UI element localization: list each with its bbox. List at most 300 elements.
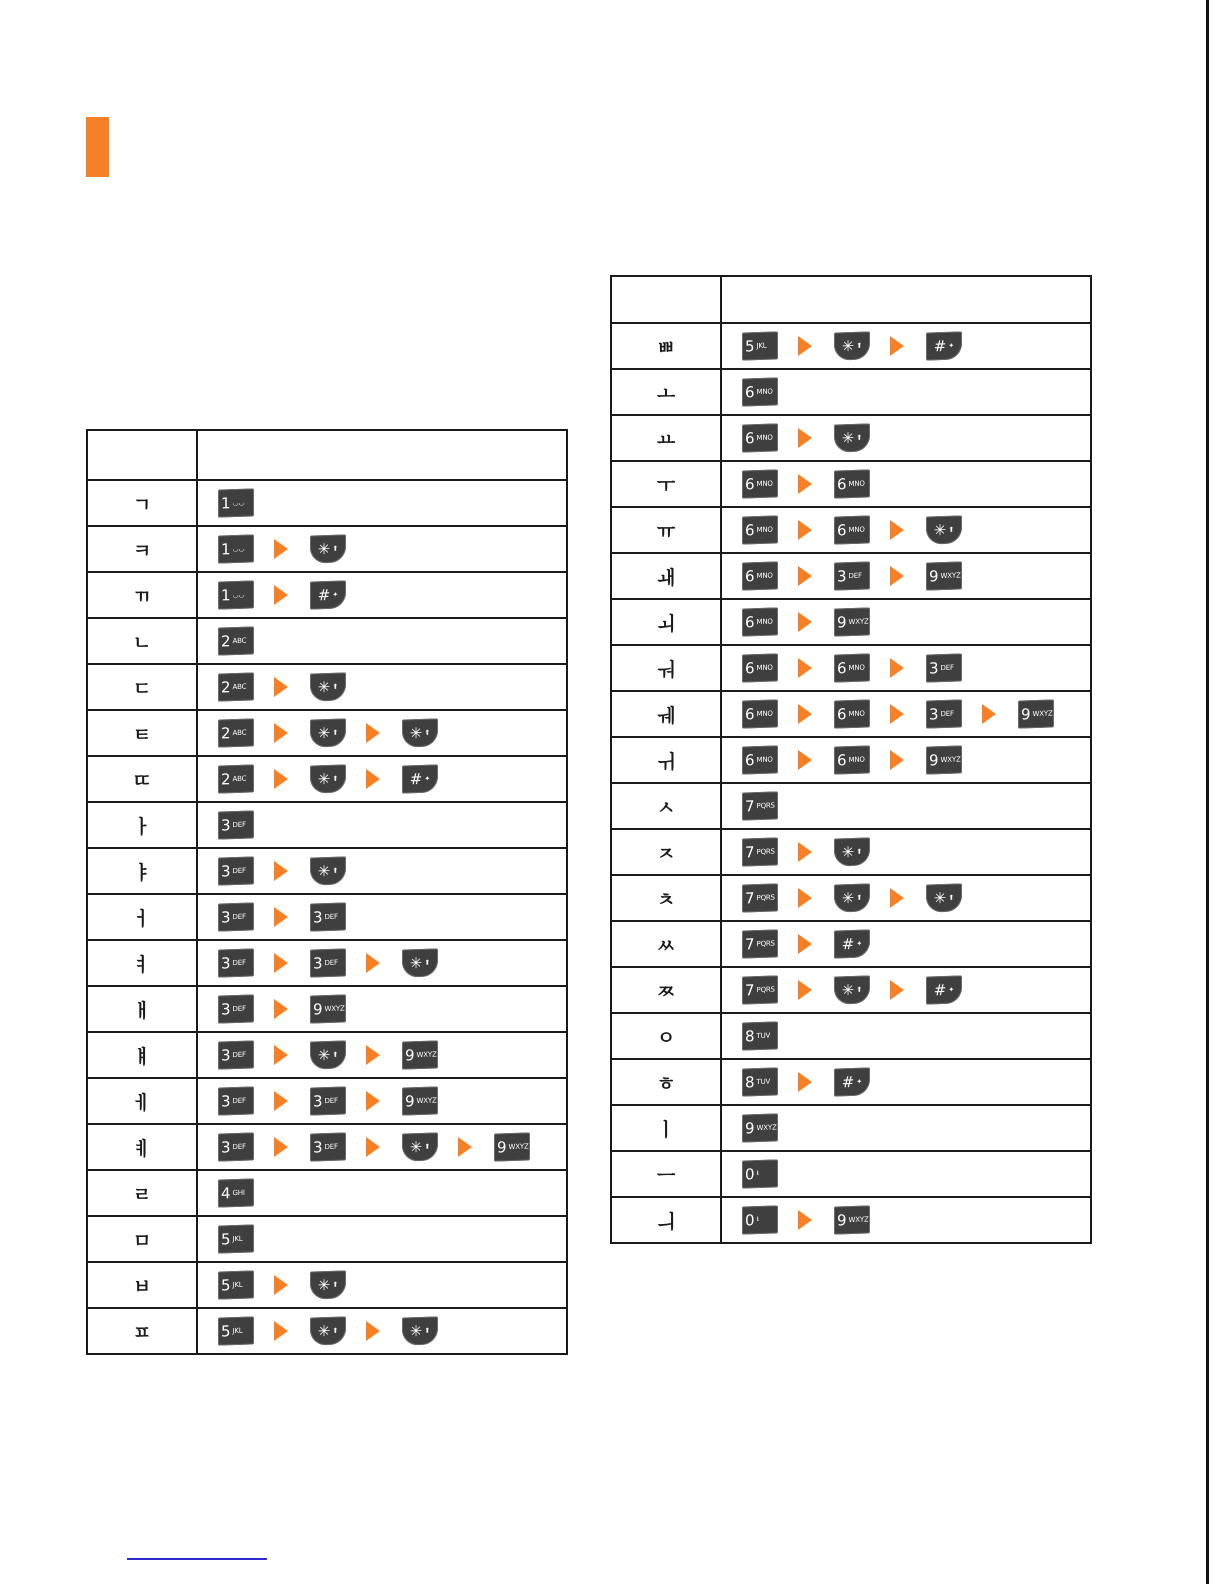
key-letters: DEF: [324, 958, 338, 968]
key-number: ✳: [841, 980, 855, 999]
key-star-icon: [310, 856, 346, 885]
arrow-right-icon: [366, 1091, 380, 1111]
key-sequence: [197, 710, 567, 756]
key-letters: DEF: [232, 1096, 246, 1106]
key-letters: MNO: [848, 709, 865, 719]
key-number: 3: [221, 953, 231, 973]
hangul-character: ㄲ: [87, 572, 197, 618]
key-star-icon: [834, 837, 870, 866]
hangul-character: ㅂ: [87, 1262, 197, 1308]
key-9-icon: [494, 1132, 530, 1161]
key-letters: DEF: [232, 958, 246, 968]
key-5-icon: [742, 331, 778, 360]
key-number: ✳: [933, 520, 947, 539]
key-6-icon: [742, 607, 778, 636]
hangul-character: ㅊ: [611, 875, 721, 921]
key-number: 6: [745, 382, 755, 402]
key-number: 9: [837, 1210, 847, 1230]
arrow-right-icon: [274, 769, 288, 789]
arrow-right-icon: [274, 1045, 288, 1065]
table-header: [611, 276, 1091, 323]
key-hash-icon: [834, 1067, 870, 1096]
arrow-right-icon: [274, 999, 288, 1019]
hangul-character: ㅍ: [87, 1308, 197, 1354]
arrow-right-icon: [274, 907, 288, 927]
key-number: 0: [745, 1164, 755, 1184]
key-sequence: [721, 691, 1091, 737]
key-letters: ⬆: [424, 728, 431, 737]
key-sequence: [197, 1262, 567, 1308]
table-row: [611, 1013, 1091, 1059]
key-letters: WXYZ: [416, 1096, 437, 1106]
key-3-icon: [926, 699, 962, 728]
table-row: [87, 986, 567, 1032]
key-letters: ✦: [948, 985, 955, 994]
table-row: [87, 664, 567, 710]
key-number: 2: [221, 769, 231, 789]
key-sequence: [197, 1078, 567, 1124]
hangul-character: ㅢ: [611, 1197, 721, 1243]
key-number: 9: [405, 1045, 415, 1065]
arrow-right-icon: [798, 520, 812, 540]
key-9-icon: [834, 1205, 870, 1234]
key-3-icon: [218, 856, 254, 885]
table-row: [611, 645, 1091, 691]
hangul-character: ㅐ: [87, 986, 197, 1032]
key-hash-icon: [310, 580, 346, 609]
key-number: ✳: [409, 1137, 423, 1156]
hangul-character: ㅙ: [611, 553, 721, 599]
key-number: ✳: [841, 428, 855, 447]
key-9-icon: [402, 1040, 438, 1069]
key-letters: MNO: [848, 479, 865, 489]
key-number: #: [841, 1072, 855, 1091]
key-sequence: [197, 848, 567, 894]
arrow-right-icon: [798, 566, 812, 586]
arrow-right-icon: [274, 861, 288, 881]
key-number: 5: [221, 1229, 231, 1249]
table-row: [611, 783, 1091, 829]
key-star-icon: [834, 331, 870, 360]
key-4-icon: [218, 1178, 254, 1207]
key-number: 3: [837, 566, 847, 586]
arrow-right-icon: [798, 658, 812, 678]
key-sequence: [197, 618, 567, 664]
key-number: ✳: [317, 1045, 331, 1064]
key-number: 9: [405, 1091, 415, 1111]
key-number: 2: [221, 677, 231, 697]
key-8-icon: [742, 1067, 778, 1096]
key-letters: ⬆: [948, 525, 955, 534]
key-letters: PQRS: [756, 801, 775, 811]
key-number: 5: [221, 1321, 231, 1341]
hangul-input-table-right: [610, 275, 1092, 1244]
key-3-icon: [926, 653, 962, 682]
hangul-character: ㅅ: [611, 783, 721, 829]
key-0-icon: [742, 1159, 778, 1188]
hangul-character: ㅗ: [611, 369, 721, 415]
hangul-character: ㄱ: [87, 480, 197, 526]
key-number: 5: [221, 1275, 231, 1295]
hangul-character: ㅛ: [611, 415, 721, 461]
key-8-icon: [742, 1021, 778, 1050]
key-sequence: [197, 756, 567, 802]
key-2-icon: [218, 626, 254, 655]
hangul-character: ㄸ: [87, 756, 197, 802]
key-letters: DEF: [232, 1050, 246, 1060]
hangul-character: ㅑ: [87, 848, 197, 894]
table-row: [87, 710, 567, 756]
key-letters: ⬆: [332, 866, 339, 875]
table-row: [611, 1197, 1091, 1243]
arrow-right-icon: [274, 677, 288, 697]
table-row: [611, 415, 1091, 461]
arrow-right-icon: [798, 842, 812, 862]
key-number: ✳: [317, 677, 331, 696]
key-star-icon: [402, 1316, 438, 1345]
key-letters: MNO: [848, 525, 865, 535]
arrow-right-icon: [458, 1137, 472, 1157]
key-star-icon: [834, 423, 870, 452]
key-number: #: [933, 336, 947, 355]
key-sequence: [197, 940, 567, 986]
key-letters: JKL: [232, 1234, 243, 1244]
key-number: 6: [745, 750, 755, 770]
arrow-right-icon: [274, 1275, 288, 1295]
key-letters: MNO: [848, 755, 865, 765]
key-number: 6: [745, 474, 755, 494]
key-sequence: [721, 599, 1091, 645]
key-number: ✳: [409, 723, 423, 742]
key-letters: MNO: [756, 663, 773, 673]
key-letters: TUV: [756, 1031, 771, 1041]
key-star-icon: [834, 883, 870, 912]
arrow-right-icon: [890, 658, 904, 678]
key-letters: ⬆: [424, 1142, 431, 1151]
key-number: ✳: [409, 1321, 423, 1340]
key-number: 3: [221, 1137, 231, 1157]
key-sequence: [721, 875, 1091, 921]
key-star-icon: [402, 1132, 438, 1161]
key-letters: ⬆: [424, 1326, 431, 1335]
key-6-icon: [742, 469, 778, 498]
header-key-sequence: [721, 276, 1091, 323]
table-row: [87, 480, 567, 526]
key-star-icon: [310, 672, 346, 701]
key-2-icon: [218, 764, 254, 793]
key-letters: DEF: [324, 1142, 338, 1152]
key-letters: DEF: [232, 1142, 246, 1152]
key-number: 6: [837, 474, 847, 494]
key-number: 6: [745, 428, 755, 448]
hangul-character: ㅠ: [611, 507, 721, 553]
key-9-icon: [834, 607, 870, 636]
key-number: 6: [745, 566, 755, 586]
key-sequence: [721, 967, 1091, 1013]
key-sequence: [721, 1013, 1091, 1059]
hangul-input-table-left: [86, 429, 568, 1355]
hangul-character: ㅡ: [611, 1151, 721, 1197]
arrow-right-icon: [798, 934, 812, 954]
key-6-icon: [834, 699, 870, 728]
key-letters: JKL: [232, 1280, 243, 1290]
key-letters: ⬆: [856, 341, 863, 350]
hangul-character: ㅏ: [87, 802, 197, 848]
key-star-icon: [402, 718, 438, 747]
key-letters: PQRS: [756, 985, 775, 995]
key-sequence: [197, 986, 567, 1032]
key-number: 3: [221, 907, 231, 927]
key-number: ✳: [317, 723, 331, 742]
key-letters: PQRS: [756, 847, 775, 857]
header-character: [611, 276, 721, 323]
key-letters: WXYZ: [848, 1215, 869, 1225]
footer-link-underline: [127, 1558, 267, 1560]
key-6-icon: [742, 745, 778, 774]
key-number: ✳: [317, 1275, 331, 1294]
hangul-character: ㅓ: [87, 894, 197, 940]
key-number: ✳: [933, 888, 947, 907]
key-letters: ⬆: [424, 958, 431, 967]
key-star-icon: [926, 515, 962, 544]
table-row: [611, 1151, 1091, 1197]
arrow-right-icon: [274, 1321, 288, 1341]
arrow-right-icon: [798, 1072, 812, 1092]
key-1-icon: [218, 534, 254, 563]
key-letters: ⭳: [756, 1214, 759, 1223]
key-letters: GHI: [232, 1188, 245, 1198]
key-letters: JKL: [232, 1326, 243, 1336]
arrow-right-icon: [366, 1321, 380, 1341]
hangul-character: ㅃ: [611, 323, 721, 369]
table-row: [611, 323, 1091, 369]
key-sequence: [197, 664, 567, 710]
key-sequence: [197, 894, 567, 940]
key-3-icon: [218, 1040, 254, 1069]
hangul-character: ㅚ: [611, 599, 721, 645]
key-5-icon: [218, 1270, 254, 1299]
page-edge-rule: [1206, 0, 1209, 1584]
table-row: [87, 1078, 567, 1124]
table-row: [611, 1105, 1091, 1151]
key-sequence: [197, 1124, 567, 1170]
key-number: 3: [929, 658, 939, 678]
key-number: #: [841, 934, 855, 953]
arrow-right-icon: [798, 474, 812, 494]
table-row: [87, 848, 567, 894]
key-number: 2: [221, 723, 231, 743]
key-sequence: [197, 572, 567, 618]
hangul-character: ㄹ: [87, 1170, 197, 1216]
key-number: 3: [221, 815, 231, 835]
key-star-icon: [834, 975, 870, 1004]
key-sequence: [197, 480, 567, 526]
key-hash-icon: [402, 764, 438, 793]
key-letters: WXYZ: [416, 1050, 437, 1060]
arrow-right-icon: [274, 723, 288, 743]
key-letters: ✦: [332, 590, 339, 599]
key-3-icon: [218, 1086, 254, 1115]
table-row: [87, 618, 567, 664]
key-number: 9: [837, 612, 847, 632]
key-6-icon: [742, 423, 778, 452]
key-6-icon: [742, 653, 778, 682]
key-sequence: [721, 783, 1091, 829]
key-number: 9: [745, 1118, 755, 1138]
table-row: [87, 894, 567, 940]
hangul-character: ㅌ: [87, 710, 197, 756]
hangul-character: ㅒ: [87, 1032, 197, 1078]
arrow-right-icon: [798, 612, 812, 632]
hangul-character: ㅈ: [611, 829, 721, 875]
arrow-right-icon: [890, 888, 904, 908]
key-1-icon: [218, 580, 254, 609]
arrow-right-icon: [798, 980, 812, 1000]
arrow-right-icon: [798, 336, 812, 356]
key-star-icon: [310, 1270, 346, 1299]
arrow-right-icon: [890, 980, 904, 1000]
key-letters: WXYZ: [940, 571, 961, 581]
key-number: #: [409, 769, 423, 788]
key-letters: ✦: [856, 939, 863, 948]
hangul-character: ㅟ: [611, 737, 721, 783]
key-number: 9: [1021, 704, 1031, 724]
key-letters: MNO: [756, 755, 773, 765]
table-row: [611, 737, 1091, 783]
key-star-icon: [926, 883, 962, 912]
key-number: 3: [221, 861, 231, 881]
key-letters: DEF: [232, 820, 246, 830]
key-letters: ⬆: [856, 985, 863, 994]
hangul-character: ㅇ: [611, 1013, 721, 1059]
table-row: [87, 1216, 567, 1262]
key-letters: ✦: [948, 341, 955, 350]
key-number: 9: [929, 750, 939, 770]
key-number: 0: [745, 1210, 755, 1230]
key-number: 6: [745, 612, 755, 632]
key-number: #: [933, 980, 947, 999]
key-number: 7: [745, 980, 755, 1000]
key-9-icon: [926, 745, 962, 774]
key-number: 1: [221, 585, 231, 605]
key-number: 6: [745, 520, 755, 540]
key-letters: ⬆: [856, 433, 863, 442]
arrow-right-icon: [274, 953, 288, 973]
key-letters: ⬆: [856, 893, 863, 902]
key-6-icon: [742, 515, 778, 544]
key-number: 7: [745, 842, 755, 862]
hangul-character: ㅆ: [611, 921, 721, 967]
key-letters: PQRS: [756, 939, 775, 949]
header-character: [87, 430, 197, 480]
key-5-icon: [218, 1224, 254, 1253]
arrow-right-icon: [798, 704, 812, 724]
key-number: ✳: [409, 953, 423, 972]
key-letters: DEF: [232, 1004, 246, 1014]
hangul-character: ㅣ: [611, 1105, 721, 1151]
table-row: [611, 829, 1091, 875]
key-sequence: [197, 802, 567, 848]
key-number: 2: [221, 631, 231, 651]
key-number: ✳: [317, 539, 331, 558]
key-sequence: [721, 921, 1091, 967]
hangul-character: ㅞ: [611, 691, 721, 737]
key-3-icon: [218, 994, 254, 1023]
key-number: 9: [313, 999, 323, 1019]
key-letters: DEF: [232, 912, 246, 922]
key-number: 6: [745, 704, 755, 724]
key-letters: ⬆: [856, 847, 863, 856]
key-6-icon: [834, 745, 870, 774]
key-number: 3: [929, 704, 939, 724]
arrow-right-icon: [798, 428, 812, 448]
key-letters: DEF: [324, 912, 338, 922]
key-letters: TUV: [756, 1077, 771, 1087]
table-row: [611, 691, 1091, 737]
table-row: [611, 553, 1091, 599]
key-sequence: [721, 737, 1091, 783]
table-row: [611, 507, 1091, 553]
key-number: 3: [313, 907, 323, 927]
key-9-icon: [310, 994, 346, 1023]
key-sequence: [721, 829, 1091, 875]
key-2-icon: [218, 718, 254, 747]
arrow-right-icon: [890, 566, 904, 586]
key-sequence: [197, 1216, 567, 1262]
hangul-character: ㅋ: [87, 526, 197, 572]
key-sequence: [721, 645, 1091, 691]
arrow-right-icon: [274, 1091, 288, 1111]
key-6-icon: [742, 699, 778, 728]
key-sequence: [721, 507, 1091, 553]
key-sequence: [721, 323, 1091, 369]
key-letters: DEF: [848, 571, 862, 581]
arrow-right-icon: [798, 1210, 812, 1230]
key-3-icon: [310, 1086, 346, 1115]
key-letters: WXYZ: [848, 617, 869, 627]
key-number: 3: [221, 999, 231, 1019]
key-sequence: [721, 1105, 1091, 1151]
key-star-icon: [310, 534, 346, 563]
key-number: 6: [745, 658, 755, 678]
table-row: [87, 802, 567, 848]
arrow-right-icon: [366, 723, 380, 743]
key-number: 7: [745, 934, 755, 954]
key-number: 8: [745, 1026, 755, 1046]
key-letters: DEF: [324, 1096, 338, 1106]
arrow-right-icon: [890, 520, 904, 540]
key-star-icon: [310, 764, 346, 793]
arrow-right-icon: [798, 888, 812, 908]
key-letters: JKL: [756, 341, 767, 351]
key-letters: ABC: [232, 774, 247, 784]
key-letters: ⬆: [332, 728, 339, 737]
hangul-character: ㅖ: [87, 1124, 197, 1170]
key-sequence: [721, 461, 1091, 507]
key-letters: MNO: [756, 433, 773, 443]
key-letters: ✦: [856, 1077, 863, 1086]
arrow-right-icon: [890, 704, 904, 724]
key-number: 6: [837, 658, 847, 678]
key-6-icon: [834, 469, 870, 498]
key-letters: ⬆: [948, 893, 955, 902]
key-number: 1: [221, 493, 231, 513]
arrow-right-icon: [366, 953, 380, 973]
key-number: ✳: [317, 769, 331, 788]
key-number: 7: [745, 796, 755, 816]
key-sequence: [197, 1032, 567, 1078]
key-number: 9: [497, 1137, 507, 1157]
